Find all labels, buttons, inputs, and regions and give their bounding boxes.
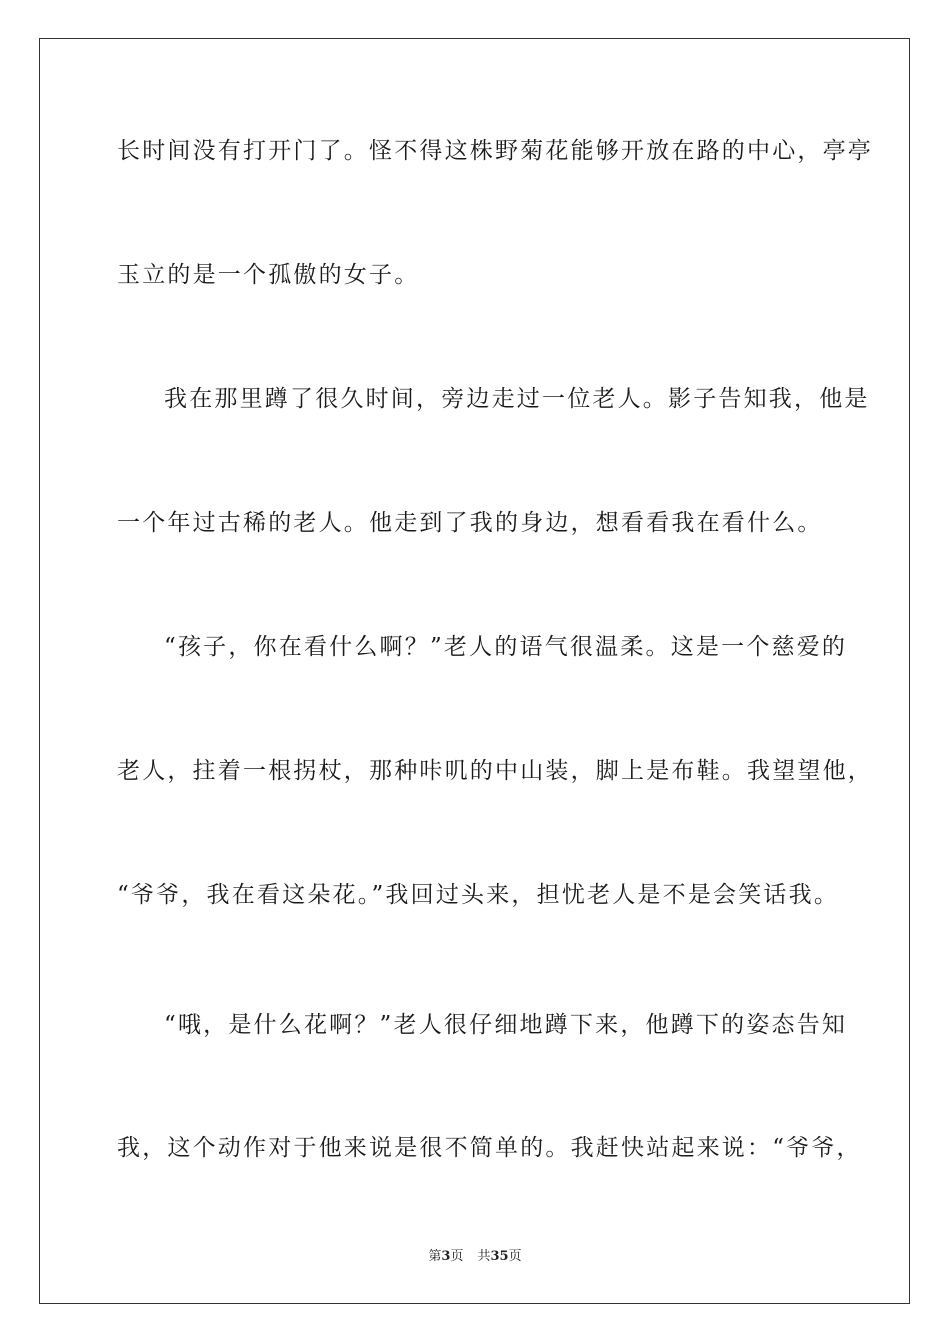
text-line-3: 我在那里蹲了很久时间，旁边走过一位老人。影子告知我，他是 bbox=[164, 386, 870, 412]
page-number: 3 bbox=[441, 1249, 451, 1264]
text-line-2: 玉立的是一个孤傲的女子。 bbox=[117, 262, 420, 288]
text-line-8: “哦，是什么花啊？”老人很仔细地蹲下来，他蹲下的姿态告知 bbox=[164, 1012, 848, 1038]
total-pages: 35 bbox=[490, 1249, 509, 1264]
text-line-9: 我，这个动作对于他来说是很不简单的。我赶快站起来说：“爷爷， bbox=[117, 1135, 862, 1161]
page-prefix: 第 bbox=[428, 1249, 442, 1264]
page-footer bbox=[0, 1248, 950, 1266]
text-line-7: “爷爷，我在看这朵花。”我回过头来，担忧老人是不是会笑话我。 bbox=[117, 882, 840, 908]
text-line-1: 长时间没有打开门了。怪不得这株野菊花能够开放在路的中心，亭亭 bbox=[117, 138, 873, 164]
total-suffix: 页 bbox=[508, 1249, 522, 1264]
text-line-4: 一个年过古稀的老人。他走到了我的身边，想看看我在看什么。 bbox=[117, 510, 823, 536]
text-line-6: 老人，拄着一根拐杖，那种咔叽的中山装，脚上是布鞋。我望望他， bbox=[117, 758, 873, 784]
page-border bbox=[39, 38, 910, 1304]
text-line-5: “孩子，你在看什么啊？”老人的语气很温柔。这是一个慈爱的 bbox=[164, 634, 848, 660]
page-suffix: 页 bbox=[450, 1249, 464, 1264]
total-prefix: 共 bbox=[477, 1249, 491, 1264]
